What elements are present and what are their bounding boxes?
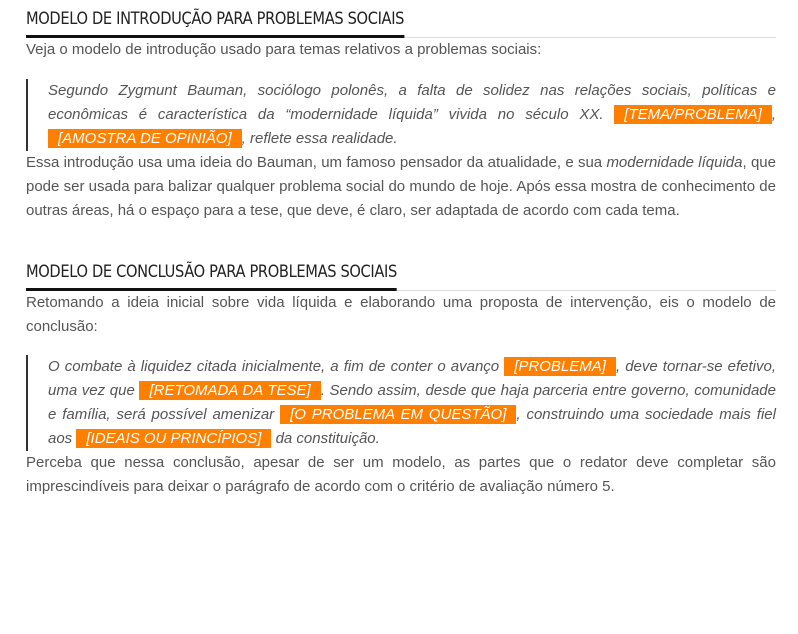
placeholder-tag-problema-em-questao: [O PROBLEMA EM QUESTÃO] — [280, 405, 516, 424]
section-title: MODELO DE CONCLUSÃO PARA PROBLEMAS SOCIAIS — [26, 260, 397, 291]
placeholder-tag-tema-problema: [TEMA/PROBLEMA] — [614, 105, 772, 124]
intro-paragraph: Veja o modelo de introdução usado para temas relativos a problemas sociais: — [26, 41, 542, 58]
explanation-paragraph: Perceba que nessa conclusão, apesar de ser um modelo, as partes que o redator deve completar são imprescindíveis para deixar o parágrafo de acordo com o critério de avaliação número 5. — [26, 454, 776, 495]
emphasis-text: modernidade líquida — [606, 154, 743, 171]
explanation-text: , que pode ser usada para balizar qualquer problema social do mundo de hoje. Após essa mostra de conhecimento de outras áreas, há o espaço para a tese, que deve, é claro, ser adaptada de acordo com cada tema. — [26, 154, 776, 219]
section-heading-introducao — [26, 0, 776, 38]
quote-text: . Sendo assim, desde que haja parceria entre governo, comunidade e família, será possível amenizar — [48, 382, 776, 423]
placeholder-tag-ideais-principios: [IDEAIS OU PRINCÍPIOS] — [76, 429, 271, 448]
intro-paragraph: Retomando a ideia inicial sobre vida líquida e elaborando uma proposta de intervenção, eis o modelo de conclusão: — [26, 294, 776, 335]
section-heading-conclusao — [26, 253, 776, 291]
quote-text: O combate à liquidez citada inicialmente, a fim de conter o avanço — [48, 358, 505, 375]
quote-text: , construindo uma sociedade mais fiel aos — [48, 406, 776, 447]
explanation-paragraph — [26, 151, 776, 223]
placeholder-tag-retomada-tese: [RETOMADA DA TESE] — [139, 381, 320, 400]
placeholder-tag-problema: [PROBLEMA] — [504, 357, 616, 376]
quote-text: da constituição. — [271, 430, 380, 447]
conclusion-model-quote — [26, 355, 776, 451]
quote-text: , — [771, 106, 776, 123]
quote-text: , reflete essa realidade. — [241, 130, 398, 147]
quote-text: , deve tornar-se efetivo, uma vez que — [48, 358, 776, 399]
section-title: MODELO DE INTRODUÇÃO PARA PROBLEMAS SOCIAIS — [26, 7, 404, 38]
introduction-model-quote — [26, 79, 776, 151]
quote-text: Segundo Zygmunt Bauman, sociólogo polonês, a falta de solidez nas relações sociais, políticas e econômicas é característica da “modernidade líquida” vivida no século XX. — [48, 82, 776, 123]
placeholder-tag-amostra-opiniao: [AMOSTRA DE OPINIÃO] — [48, 129, 242, 148]
explanation-text: Essa introdução usa uma ideia do Bauman, um famoso pensador da atualidade, e sua — [26, 154, 607, 171]
article-content — [26, 0, 776, 499]
